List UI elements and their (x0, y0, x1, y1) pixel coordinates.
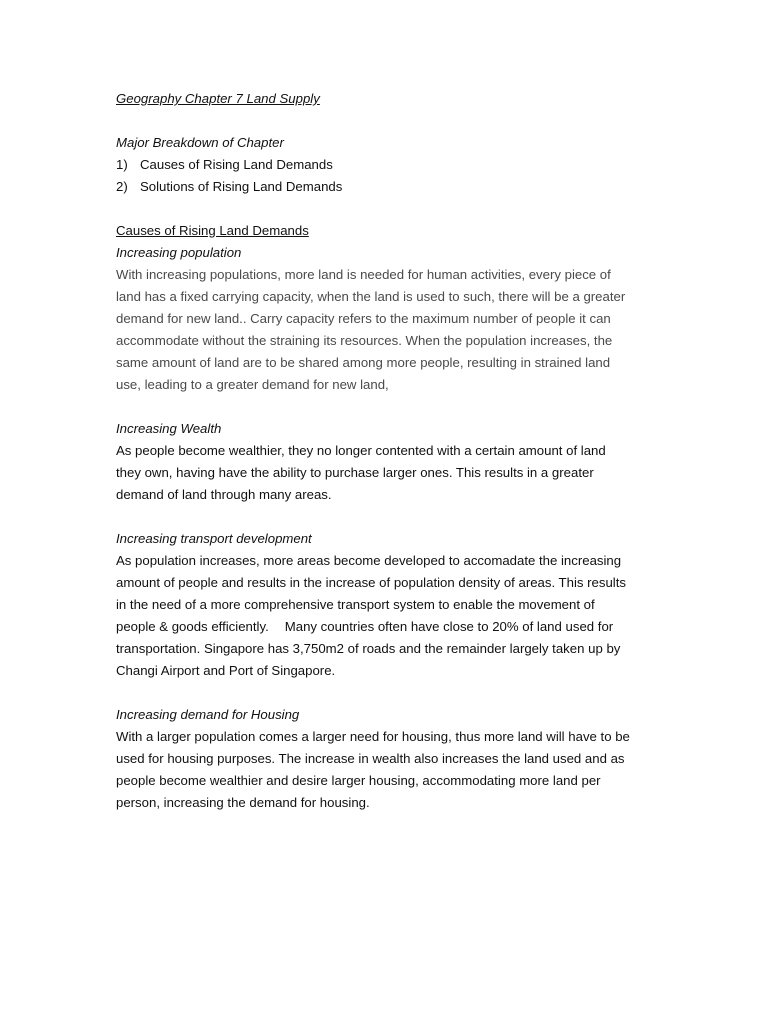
list-number: 2) (116, 179, 128, 194)
paragraph-line: demand of land through many areas. (116, 487, 332, 502)
section-subheading: Increasing population (116, 245, 242, 260)
paragraph-line: As population increases, more areas become developed to accomadate the increasing (116, 553, 622, 568)
causes-heading: Causes of Rising Land Demands (116, 223, 309, 238)
paragraph-line: used for housing purposes. The increase in wealth also increases the land used and as (116, 751, 625, 766)
section-subheading: Increasing demand for Housing (116, 707, 300, 722)
breakdown-item (116, 154, 686, 176)
paragraph-line: With a larger population comes a larger need for housing, thus more land will have to be (116, 729, 630, 744)
paragraph-fragment: people & goods efficiently. (116, 619, 269, 634)
spacer (116, 506, 686, 528)
paragraph-line: person, increasing the demand for housing. (116, 795, 370, 810)
section-subheading: Increasing transport development (116, 531, 312, 546)
paragraph-line: With increasing populations, more land is needed for human activities, every piece of (116, 267, 611, 282)
paragraph-line (116, 616, 686, 638)
paragraph-line: in the need of a more comprehensive transport system to enable the movement of (116, 597, 595, 612)
spacer (116, 198, 686, 220)
spacer (116, 110, 686, 132)
section-subheading: Increasing Wealth (116, 421, 222, 436)
paragraph-line: demand for new land.. Carry capacity refers to the maximum number of people it can (116, 311, 611, 326)
paragraph-fragment: Many countries often have close to 20% of land used for (284, 619, 614, 634)
breakdown-item (116, 176, 686, 198)
paragraph-line: use, leading to a greater demand for new land, (116, 377, 389, 392)
paragraph-line: Changi Airport and Port of Singapore. (116, 663, 336, 678)
breakdown-heading: Major Breakdown of Chapter (116, 135, 284, 150)
spacer (116, 396, 686, 418)
paragraph-line: land has a fixed carrying capacity, when the land is used to such, there will be a greater (116, 289, 626, 304)
paragraph-line: amount of people and results in the increase of population density of areas. This results (116, 575, 626, 590)
document-title: Geography Chapter 7 Land Supply (116, 91, 320, 106)
paragraph-line: transportation. Singapore has 3,750m2 of roads and the remainder largely taken up by (116, 641, 621, 656)
spacer (116, 682, 686, 704)
paragraph-line: same amount of land are to be shared among more people, resulting in strained land (116, 355, 611, 370)
paragraph-line: they own, having have the ability to purchase larger ones. This results in a greater (116, 465, 594, 480)
paragraph-line: As people become wealthier, they no longer contented with a certain amount of land (116, 443, 606, 458)
list-item-text: Solutions of Rising Land Demands (140, 179, 343, 194)
paragraph-line: people become wealthier and desire larger housing, accommodating more land per (116, 773, 601, 788)
document-page (116, 88, 686, 814)
list-number: 1) (116, 157, 128, 172)
list-item-text: Causes of Rising Land Demands (140, 157, 333, 172)
paragraph-line: accommodate without the straining its resources. When the population increases, the (116, 333, 613, 348)
